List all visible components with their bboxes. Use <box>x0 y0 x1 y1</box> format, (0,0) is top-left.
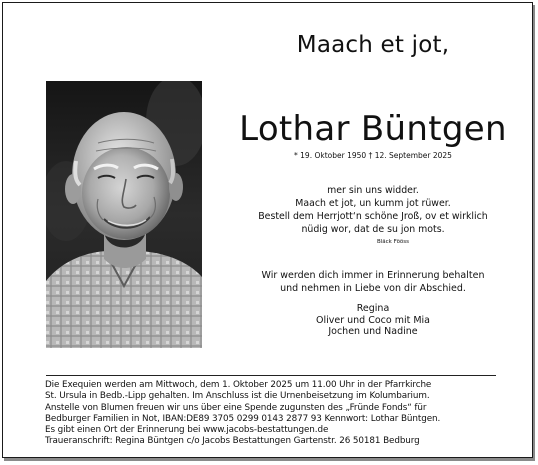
mourner-line: Jochen und Nadine <box>328 326 418 337</box>
mourners-list <box>221 303 525 338</box>
life-dates: * 19. Oktober 1950 † 12. September 2025 <box>294 151 452 160</box>
details-line: Bedburger Familien in Not, IBAN:DE89 3705 0299 0143 2877 93 Kennwort: Lothar Büntgen. <box>45 413 441 424</box>
quote-line: Bestell dem Herrjott‘n schöne Jroß, ov et wirklich <box>258 211 488 222</box>
mourner-line: Regina <box>356 303 390 314</box>
quote-line: mer sin uns widder. <box>327 185 419 196</box>
remembrance-line: und nehmen in Liebe von dir Abschied. <box>280 283 466 294</box>
remembrance-text <box>221 269 525 295</box>
details-line: Es gibt einen Ort der Erinnerung bei www.jacobs-bestattungen.de <box>45 425 329 436</box>
portrait-photo-icon <box>46 81 202 348</box>
quote-line: nüdig wor, dat de su jon mots. <box>301 224 445 235</box>
quote-block <box>221 184 525 236</box>
deceased-name: Lothar Büntgen <box>239 109 507 149</box>
section-divider <box>46 375 496 376</box>
portrait-photo <box>46 81 202 348</box>
details-line: St. Ursula in Bedb.-Lipp gehalten. Im Anschluss ist die Urnenbeisetzung im Kolumbarium. <box>45 391 430 402</box>
obituary-notice <box>2 2 533 458</box>
details-line: Die Exequien werden am Mittwoch, dem 1. Oktober 2025 um 11.00 Uhr in der Pfarrkirche <box>45 380 432 390</box>
service-details <box>45 380 505 448</box>
quote-source: Bläck Fööss <box>376 239 410 245</box>
quote-line: Maach et jot, un kumm jot rüwer. <box>295 198 451 209</box>
details-line: Anstelle von Blumen freuen wir uns über eine Spende zugunsten des „Fründe Fonds“ für <box>45 402 427 413</box>
details-line: Traueranschrift: Regina Büntgen c/o Jacobs Bestattungen Gartenstr. 26 50181 Bedburg <box>45 436 420 447</box>
mourner-line: Oliver und Coco mit Mia <box>315 314 431 326</box>
header-greeting: Maach et jot, <box>296 32 450 58</box>
remembrance-line: Wir werden dich immer in Erinnerung behalten <box>261 270 485 281</box>
